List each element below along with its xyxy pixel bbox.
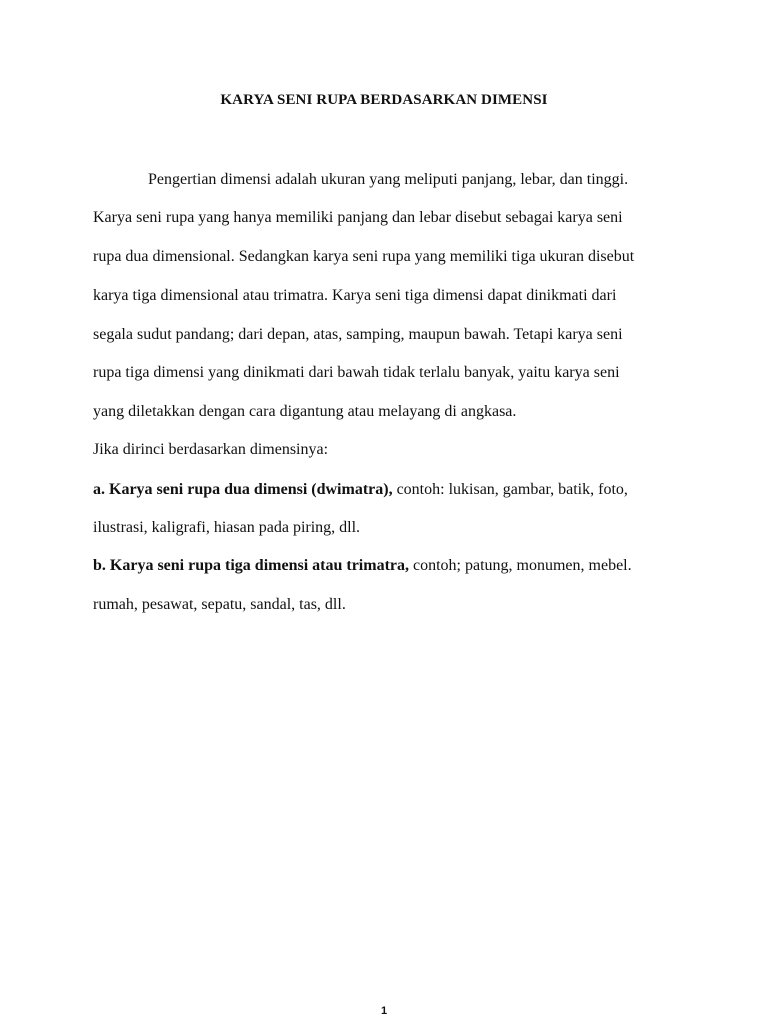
list-item-a-heading: a. Karya seni rupa dua dimensi (dwimatra), bbox=[93, 481, 393, 498]
list-intro: Jika dirinci berdasarkan dimensinya: bbox=[93, 441, 329, 458]
list-item-b-text: contoh; patung, monumen, mebel. bbox=[409, 557, 632, 574]
list-item-b-continuation: rumah, pesawat, sepatu, sandal, tas, dll. bbox=[93, 596, 346, 613]
list-item-a bbox=[93, 480, 628, 500]
paragraph-line-6: rupa tiga dimensi yang dinikmati dari bawah tidak terlalu banyak, yaitu karya seni bbox=[93, 364, 620, 381]
paragraph-line-3: rupa dua dimensional. Sedangkan karya seni rupa yang memiliki tiga ukuran disebut bbox=[93, 248, 635, 265]
paragraph-line-4: karya tiga dimensional atau trimatra. Karya seni tiga dimensi dapat dinikmati dari bbox=[93, 287, 617, 304]
list-item-a-text: contoh: lukisan, gambar, batik, foto, bbox=[392, 481, 628, 498]
paragraph-line-2: Karya seni rupa yang hanya memiliki panjang dan lebar disebut sebagai karya seni bbox=[93, 209, 623, 226]
list-item-a-continuation: ilustrasi, kaligrafi, hiasan pada piring, dll. bbox=[93, 519, 361, 536]
page-number: 1 bbox=[380, 1005, 388, 1017]
paragraph-line-1: Pengertian dimensi adalah ukuran yang meliputi panjang, lebar, dan tinggi. bbox=[148, 171, 629, 188]
paragraph-line-5: segala sudut pandang; dari depan, atas, samping, maupun bawah. Tetapi karya seni bbox=[93, 326, 623, 343]
list-item-b bbox=[93, 556, 632, 576]
document-title: KARYA SENI RUPA BERDASARKAN DIMENSI bbox=[220, 92, 548, 108]
list-item-b-heading: b. Karya seni rupa tiga dimensi atau trimatra, bbox=[93, 557, 409, 574]
paragraph-line-7: yang diletakkan dengan cara digantung atau melayang di angkasa. bbox=[93, 403, 517, 420]
